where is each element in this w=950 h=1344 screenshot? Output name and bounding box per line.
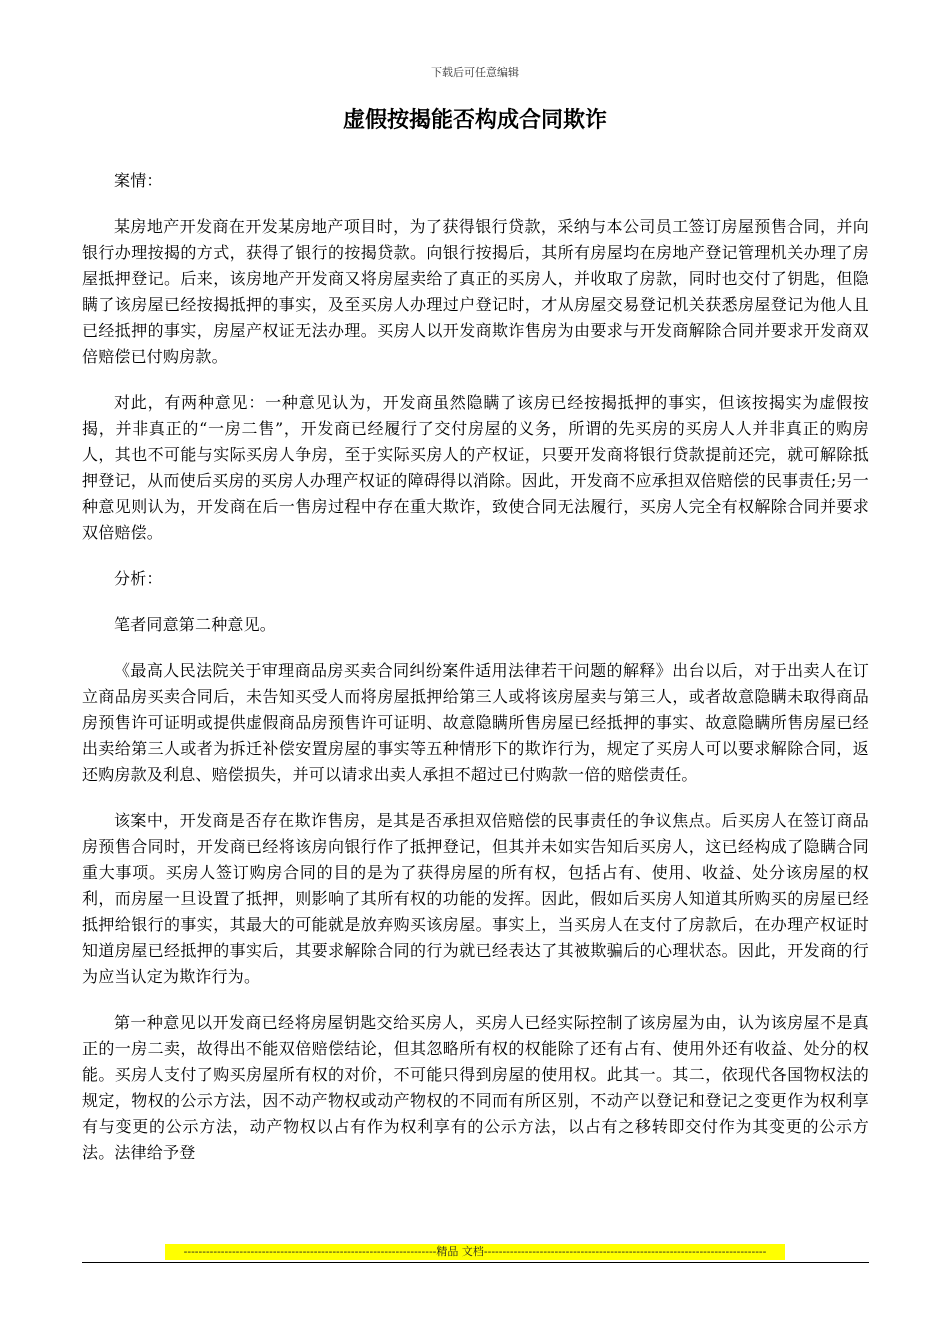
case-paragraph: 某房地产开发商在开发某房地产项目时，为了获得银行贷款，采纳与本公司员工签订房屋预售合同，并向银行办理按揭的方式，获得了银行的按揭贷款。向银行按揭后，其所有房屋均在房地产登记管理机关办理了房屋抵押登记。后来，该房地产开发商又将房屋卖给了真正的买房人，并收取了房款，同时也交付了钥匙，但隐瞒了该房屋已经按揭抵押的事实，及至买房人办理过户登记时，才从房屋交易登记机关获悉房屋登记为他人且已经抵押的事实，房屋产权证无法办理。买房人以开发商欺诈售房为由要求与开发商解除合同并要求开发商双倍赔偿已付购房款。 <box>82 217 869 366</box>
analysis-heading: 分析： <box>114 569 163 588</box>
footer-highlight-bar: --------------------------------------------------------------------精品 文档---------------------------------------------------------------------------- <box>165 1244 785 1260</box>
document-body <box>82 168 869 1186</box>
fraud-analysis-paragraph: 该案中，开发商是否存在欺诈售房，是其是否承担双倍赔偿的民事责任的争议焦点。后买房人在签订商品房预售合同时，开发商已经将该房向银行作了抵押登记，但其并未如实告知后买房人，这已经构成了隐瞒合同重大事项。买房人签订购房合同的目的是为了获得房屋的所有权，包括占有、使用、收益、处分该房屋的权利，而房屋一旦设置了抵押，则影响了其所有权的功能的发挥。因此，假如后买房人知道其所购买的房屋已经抵押给银行的事实，其最大的可能就是放弃购买该房屋。事实上，当买房人在支付了房款后，在办理产权证时知道房屋已经抵押的事实后，其要求解除合同的行为就已经表达了其被欺骗后的心理状态。因此，开发商的行为应当认定为欺诈行为。 <box>82 811 869 986</box>
rebuttal-paragraph: 第一种意见以开发商已经将房屋钥匙交给买房人，买房人已经实际控制了该房屋为由，认为该房屋不是真正的一房二卖，故得出不能双倍赔偿结论，但其忽略所有权的权能除了还有占有、使用外还有收益、处分的权能。买房人支付了购买房屋所有权的对价，不可能只得到房屋的使用权。此其一。其二，依现代各国物权法的规定，物权的公示方法，因不动产物权或动产物权的不同而有所区别，不动产以登记和登记之变更作为权利享有与变更的公示方法，动产物权以占有作为权利享有的公示方法，以占有之移转即交付作为其变更的公示方法。法律给予登 <box>82 1013 869 1162</box>
author-opinion-paragraph: 笔者同意第二种意见。 <box>114 615 277 634</box>
document-title: 虚假按揭能否构成合同欺诈 <box>342 107 607 133</box>
opinions-paragraph: 对此，有两种意见：一种意见认为，开发商虽然隐瞒了该房已经按揭抵押的事实，但该按揭实为虚假按揭，并非真正的“一房二售”，开发商已经履行了交付房屋的义务，所谓的先买房的买房人人并非真正的购房人，其也不可能与实际买房人争房，至于实际买房人的产权证，只要开发商将银行贷款提前还完，就可解除抵押登记，从而使后买房的买房人办理产权证的障碍得以消除。因此，开发商不应承担双倍赔偿的民事责任;另一种意见则认为，开发商在后一售房过程中存在重大欺诈，致使合同无法履行，买房人完全有权解除合同并要求双倍赔偿。 <box>82 393 869 542</box>
footer-divider <box>82 1262 869 1263</box>
case-heading: 案情： <box>114 171 163 190</box>
judicial-interpretation-paragraph: 《最高人民法院关于审理商品房买卖合同纠纷案件适用法律若干问题的解释》出台以后，对于出卖人在订立商品房买卖合同后，未告知买受人而将房屋抵押给第三人或将该房屋卖与第三人，或者故意隐瞒未取得商品房预售许可证明或提供虚假商品房预售许可证明、故意隐瞒所售房屋已经抵押的事实、故意隐瞒所售房屋已经出卖给第三人或者为拆迁补偿安置房屋的事实等五种情形下的欺诈行为，规定了买房人可以要求解除合同，返还购房款及利息、赔偿损失，并可以请求出卖人承担不超过已付购款一倍的赔偿责任。 <box>82 661 869 784</box>
header-note: 下载后可任意编辑 <box>431 66 519 79</box>
